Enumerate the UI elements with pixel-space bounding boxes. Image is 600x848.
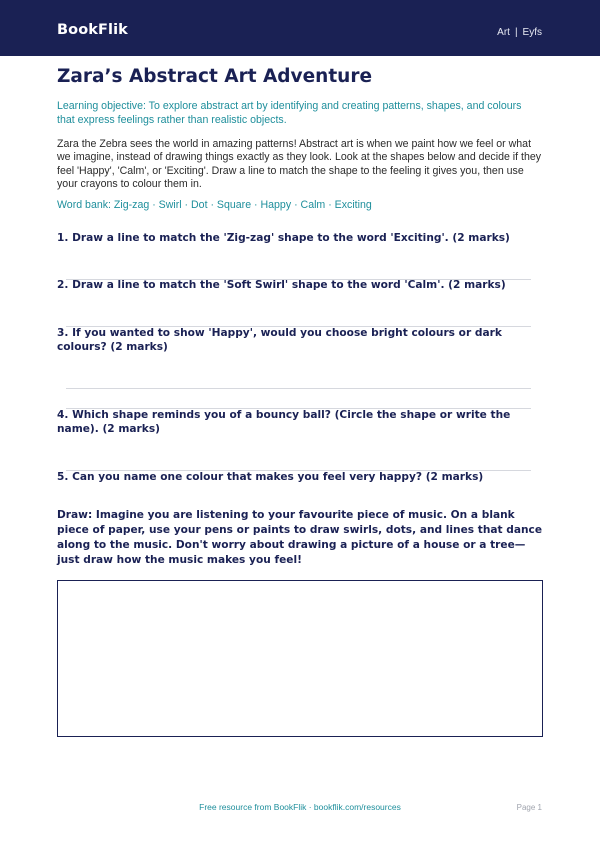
subject-level	[497, 27, 542, 38]
learning-objective: Learning objective: To explore abstract art by identifying and creating patterns, shapes, and colours that express feelings rather than realistic objects.	[57, 100, 522, 126]
drawing-task: Draw: Imagine you are listening to your favourite piece of music. On a blank piece of paper, use your pens or paints to draw swirls, dots, and lines that dance along to the music. Don't worry about drawing a picture of a house or a tree—just draw how the music makes you feel!	[57, 509, 543, 566]
site-header	[0, 0, 600, 56]
answer-line-3a[interactable]	[66, 388, 531, 389]
meta-separator: |	[514, 27, 518, 38]
worksheet-title: Zara’s Abstract Art Adventure	[57, 66, 373, 87]
brand-logo[interactable]: BookFlik	[57, 22, 128, 38]
question-3: 3. If you wanted to show 'Happy', would you choose bright colours or dark colours? (2 marks)	[57, 327, 502, 353]
question-5: 5. Can you name one colour that makes you feel very happy? (2 marks)	[57, 471, 484, 483]
footer-credit[interactable]: Free resource from BookFlik · bookflik.com/resources	[199, 802, 401, 812]
intro-text: Zara the Zebra sees the world in amazing patterns! Abstract art is when we paint how we feel or what we imagine, instead of drawing things exactly as they look. Look at the shapes below and decide if they feel 'Happy', 'Calm', or 'Exciting'. Draw a line to match the shape to the feeling it gives you, then use your crayons to colour them in.	[57, 138, 542, 190]
subject-label: Art	[497, 27, 510, 38]
question-4: 4. Which shape reminds you of a bouncy ball? (Circle the shape or write the name). (2 marks)	[57, 409, 511, 435]
page-number: Page 1	[516, 803, 542, 812]
word-bank: Word bank: Zig-zag · Swirl · Dot · Square · Happy · Calm · Exciting	[57, 199, 372, 211]
question-1: 1. Draw a line to match the 'Zig-zag' shape to the word 'Exciting'. (2 marks)	[57, 232, 510, 244]
level-label: Eyfs	[522, 27, 542, 38]
question-2: 2. Draw a line to match the 'Soft Swirl' shape to the word 'Calm'. (2 marks)	[57, 279, 506, 291]
drawing-box[interactable]	[57, 580, 543, 737]
